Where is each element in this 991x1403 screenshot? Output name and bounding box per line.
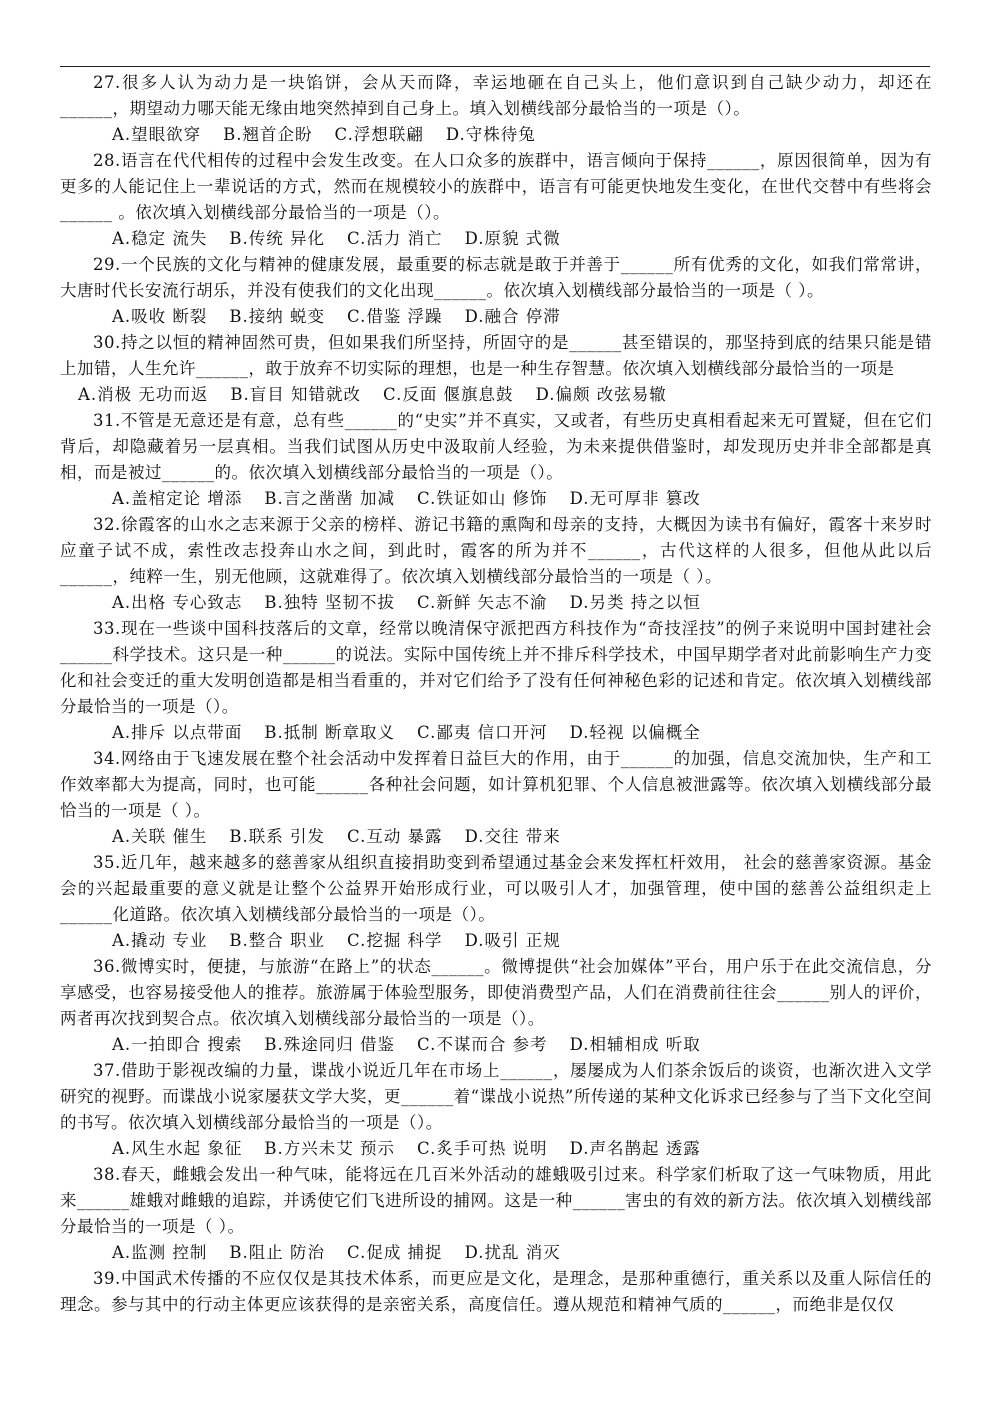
option-c: C.互动 暴露 — [347, 827, 443, 846]
option-b: B.传统 异化 — [229, 229, 326, 248]
option-row — [60, 928, 932, 954]
option-c: C.浮想联翩 — [334, 125, 424, 144]
option-a: A.排斥 以点带面 — [112, 723, 243, 742]
option-c: C.新鲜 矢志不渝 — [417, 593, 548, 612]
option-a: A.出格 专心致志 — [112, 593, 243, 612]
option-a: A.望眼欲穿 — [112, 125, 202, 144]
option-b: B.接纳 蜕变 — [229, 307, 326, 326]
option-row — [60, 122, 932, 148]
option-a: A.盖棺定论 增添 — [112, 489, 243, 508]
option-row — [60, 1240, 932, 1266]
question-item — [60, 616, 932, 746]
question-stem: 36.微博实时，便捷，与旅游“在路上”的状态______。微博提供“社会加媒体”平台，用户乐于在此交流信息，分享感受，也容易接受他人的推荐。旅游属于体验型服务，即使消费型产品，人们在消费前往往会______别人的评价，两者再次找到契合点。依次填入划横线部分最恰当的一项是（）。 — [60, 957, 932, 1028]
option-c: C.不谋而合 参考 — [417, 1035, 548, 1054]
question-stem: 35.近几年，越来越多的慈善家从组织直接捐助变到希望通过基金会来发挥杠杆效用， 社会的慈善家资源。基金会的兴起最重要的意义就是让整个公益界开始形成行业，可以吸引人才，加强管理，使中国的慈善公益组织走上______化道路。依次填入划横线部分最恰当的一项是（）。 — [60, 853, 932, 924]
question-stem: 31.不管是无意还是有意，总有些______的“史实”并不真实，又或者，有些历史真相看起来无可置疑，但在它们背后，却隐藏着另一层真相。当我们试图从历史中汲取前人经验，为未来提供借鉴时，却发现历史并非全部都是真相，而是被过______的。依次填入划横线部分最恰当的一项是（）。 — [60, 411, 932, 482]
option-d: D.交往 带来 — [464, 827, 561, 846]
option-d: D.守株待兔 — [445, 125, 536, 144]
option-a: A.一拍即合 搜索 — [112, 1035, 243, 1054]
option-c: C.借鉴 浮躁 — [347, 307, 443, 326]
option-c: C.活力 消亡 — [347, 229, 443, 248]
question-stem: 28.语言在代代相传的过程中会发生改变。在人口众多的族群中，语言倾向于保持______，原因很简单，因为有更多的人能记住上一辈说话的方式，然而在规模较小的族群中，语言有可能更快地发生变化，在世代交替中有些将会______ 。依次填入划横线部分最恰当的一项是（）。 — [60, 151, 932, 222]
question-stem: 37.借助于影视改编的力量，谍战小说近几年在市场上______，屡屡成为人们茶余饭后的谈资，也渐次进入文学研究的视野。而谍战小说家屡获文学大奖，更______着“谍战小说热”所传递的某种文化诉求已经参与了当下文化空间的书写。依次填入划横线部分最恰当的一项是（）。 — [60, 1061, 932, 1132]
option-row — [60, 304, 932, 330]
option-row — [60, 486, 932, 512]
option-b: B.抵制 断章取义 — [264, 723, 396, 742]
question-stem: 33.现在一些谈中国科技落后的文章，经常以晚清保守派把西方科技作为“奇技淫技”的例子来说明中国封建社会______科学技术。这只是一种______的说法。实际中国传统上并不排斥科学技术，中国早期学者对此前影响生产力变化和社会变迁的重大发明创造都是相当看重的，并对它们给予了没有任何神秘色彩的记述和肯定。依次填入划横线部分最恰当的一项是（）。 — [60, 619, 932, 716]
option-b: B.言之凿凿 加减 — [264, 489, 396, 508]
option-b: B.方兴未艾 预示 — [264, 1139, 396, 1158]
option-d: D.扰乱 消灭 — [464, 1243, 561, 1262]
option-row — [60, 720, 932, 746]
question-stem: 34.网络由于飞速发展在整个社会活动中发挥着日益巨大的作用，由于______的加强，信息交流加快，生产和工作效率都大为提高，同时，也可能______各种社会问题，如计算机犯罪、个人信息被泄露等。依次填入划横线部分最恰当的一项是（ ）。 — [60, 749, 932, 820]
question-item — [60, 408, 932, 512]
question-item — [60, 850, 932, 954]
option-b: B.整合 职业 — [229, 931, 326, 950]
option-d: D.无可厚非 篡改 — [569, 489, 701, 508]
option-a: A.撬动 专业 — [112, 931, 208, 950]
option-a: A.稳定 流失 — [112, 229, 208, 248]
option-row — [60, 226, 932, 252]
question-list — [60, 70, 932, 1318]
question-item — [60, 1162, 932, 1266]
option-a: A.关联 催生 — [112, 827, 208, 846]
question-item — [60, 512, 932, 616]
option-c: C.促成 捕捉 — [347, 1243, 443, 1262]
question-stem: 30.持之以恒的精神固然可贵，但如果我们所坚持，所固守的是______甚至错误的，那坚持到底的结果只能是错上加错，人生允许______，敢于放弃不切实际的理想，也是一种生存智慧。依次填入划横线部分最恰当的一项是 — [60, 333, 932, 378]
option-a: A.监测 控制 — [112, 1243, 208, 1262]
option-d: D.原貌 式微 — [464, 229, 561, 248]
question-item — [60, 746, 932, 850]
option-row — [60, 824, 932, 850]
option-c: C.挖掘 科学 — [347, 931, 443, 950]
option-c: C.鄙夷 信口开河 — [417, 723, 548, 742]
option-d: D.融合 停滞 — [464, 307, 561, 326]
question-item — [60, 330, 932, 408]
option-row — [60, 590, 932, 616]
option-a: A.吸收 断裂 — [112, 307, 208, 326]
option-row — [60, 1136, 932, 1162]
option-b: B.阻止 防治 — [229, 1243, 326, 1262]
header-rule — [60, 66, 930, 67]
question-stem: 29.一个民族的文化与精神的健康发展，最重要的标志就是敢于并善于______所有优秀的文化，如我们常常讲，大唐时代长安流行胡乐，并没有使我们的文化出现______。依次填入划横线部分最恰当的一项是（ ）。 — [60, 255, 932, 300]
option-d: D.另类 持之以恒 — [569, 593, 701, 612]
question-item — [60, 252, 932, 330]
option-c: C.炙手可热 说明 — [417, 1139, 548, 1158]
option-d: D.偏颇 改弦易辙 — [535, 385, 667, 404]
option-a: A.风生水起 象征 — [112, 1139, 243, 1158]
question-stem: 39.中国武术传播的不应仅仅是其技术体系，而更应是文化，是理念，是那种重德行，重关系以及重人际信任的理念。参与其中的行动主体更应该获得的是亲密关系，高度信任。遵从规范和精神气质的______，而绝非是仅仅 — [60, 1269, 932, 1314]
option-c: C.铁证如山 修饰 — [417, 489, 548, 508]
question-item — [60, 1058, 932, 1162]
option-d: D.声名鹊起 透露 — [569, 1139, 701, 1158]
question-item — [60, 1266, 932, 1318]
question-item — [60, 70, 932, 148]
option-row — [60, 382, 932, 408]
option-b: B.联系 引发 — [229, 827, 326, 846]
option-b: B.盲目 知错就改 — [230, 385, 362, 404]
option-a: A.消极 无功而返 — [78, 385, 209, 404]
option-b: B.翘首企盼 — [223, 125, 313, 144]
question-stem: 32.徐霞客的山水之志来源于父亲的榜样、游记书籍的熏陶和母亲的支持，大概因为读书有偏好，霞客十来岁时应童子试不成，索性改志投奔山水之间，到此时，霞客的所为并不______，古代这样的人很多，但他从此以后______，纯粹一生，别无他顾，这就难得了。依次填入划横线部分最恰当的一项是（ ）。 — [60, 515, 932, 586]
question-item — [60, 148, 932, 252]
option-d: D.相辅相成 听取 — [569, 1035, 701, 1054]
option-b: B.殊途同归 借鉴 — [264, 1035, 396, 1054]
question-item — [60, 954, 932, 1058]
option-c: C.反面 偃旗息鼓 — [383, 385, 514, 404]
option-d: D.轻视 以偏概全 — [569, 723, 701, 742]
option-b: B.独特 坚韧不拔 — [264, 593, 396, 612]
option-d: D.吸引 正规 — [464, 931, 561, 950]
question-stem: 38.春天，雌蛾会发出一种气味，能将远在几百米外活动的雄蛾吸引过来。科学家们析取了这一气味物质，用此来______雄蛾对雌蛾的追踪，并诱使它们飞进所设的捕网。这是一种______害虫的有效的新方法。依次填入划横线部分最恰当的一项是（ ）。 — [60, 1165, 932, 1236]
option-row — [60, 1032, 932, 1058]
question-stem: 27.很多人认为动力是一块馅饼，会从天而降，幸运地砸在自己头上，他们意识到自己缺少动力，却还在______，期望动力哪天能无缘由地突然掉到自己身上。填入划横线部分最恰当的一项是（）。 — [60, 73, 932, 118]
